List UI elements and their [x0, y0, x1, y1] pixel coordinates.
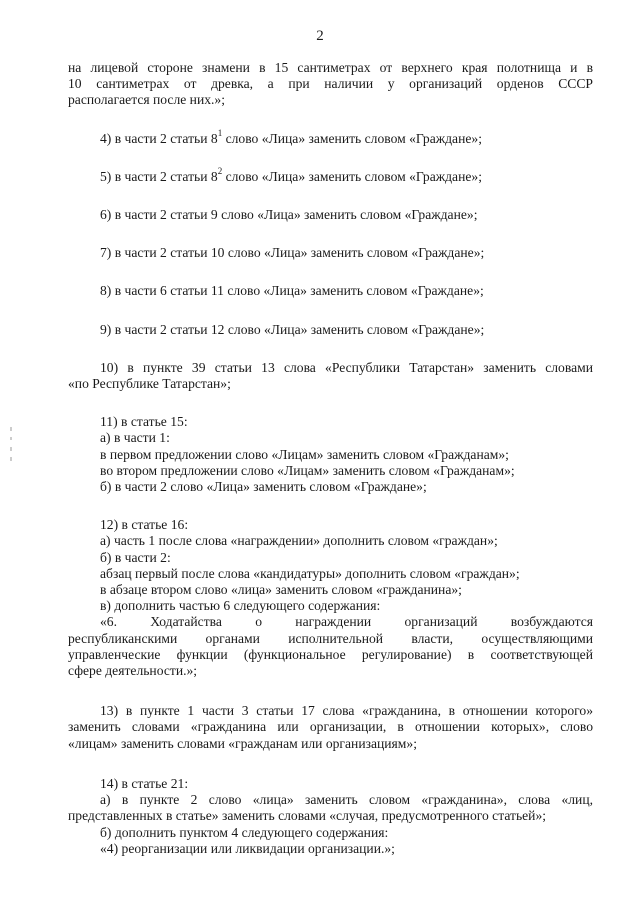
- text-line: заменить словами «гражданина или организации, в отношении которых», слово: [68, 719, 593, 735]
- paragraph-intro: [68, 60, 593, 109]
- text-line: в первом предложении слово «Лицам» заменить словом «Гражданам»;: [100, 446, 509, 462]
- text-line: управленческие функции (функциональное регулирование) в соответствующей: [68, 646, 593, 662]
- list-item-11: [68, 414, 593, 495]
- text-line: «по Республике Татарстан»;: [68, 376, 231, 392]
- item-text: слово «Лица» заменить словом «Граждане»;: [222, 168, 482, 184]
- text-line: абзац первый после слова «кандидатуры» дополнить словом «граждан»;: [100, 565, 520, 581]
- item-text: слово «Лица» заменить словом «Граждане»;: [222, 130, 482, 146]
- item-text: 4) в части 2 статьи 8: [100, 130, 218, 146]
- scan-artifact-icon: [8, 425, 14, 465]
- text-line: 10) в пункте 39 статьи 13 слова «Республики Татарстан» заменить словами: [100, 359, 593, 375]
- text-line: а) в части 1:: [100, 430, 170, 446]
- text-line: 13) в пункте 1 части 3 статьи 17 слова «гражданина, в отношении которого»: [100, 703, 593, 719]
- text-line: республиканскими органами исполнительной власти, осуществляющими: [68, 630, 593, 646]
- list-item-5: [68, 166, 593, 185]
- text-line: «лицам» заменить словами «гражданам или организациям»;: [68, 735, 417, 751]
- text-line: в) дополнить частью 6 следующего содержания:: [100, 598, 381, 614]
- list-item-7: 7) в части 2 статьи 10 слово «Лица» заменить словом «Граждане»;: [100, 245, 485, 261]
- list-item-4: [68, 128, 593, 147]
- list-item-13: [68, 703, 593, 752]
- text-line: а) в пункте 2 слово «лица» заменить словом «гражданина», слова «лиц,: [100, 792, 593, 808]
- list-item-12: [68, 517, 593, 679]
- page-number: 2: [316, 28, 324, 44]
- list-item-10: [68, 360, 593, 392]
- document-body: [68, 60, 593, 857]
- superscript: 2: [217, 166, 223, 177]
- scan-margin-marks: [8, 425, 14, 465]
- text-line: «4) реорганизации или ликвидации организации.»;: [100, 840, 395, 856]
- text-line: представленных в статье» заменить словами «случая, предусмотренного статьей»;: [68, 808, 547, 824]
- list-item-9: 9) в части 2 статьи 12 слово «Лица» заменить словом «Граждане»;: [100, 321, 485, 337]
- text-line: «6. Ходатайства о награждении организаций возбуждаются: [100, 614, 593, 630]
- text-line: б) в части 2:: [100, 549, 171, 565]
- text-line: б) дополнить пунктом 4 следующего содержания:: [100, 824, 389, 840]
- text-line: во втором предложении слово «Лицам» заменить словом «Гражданам»;: [100, 462, 515, 478]
- text-line: а) часть 1 после слова «награждении» дополнить словом «граждан»;: [100, 533, 498, 549]
- list-item-8: 8) в части 6 статьи 11 слово «Лица» заменить словом «Граждане»;: [100, 283, 484, 299]
- text-line: располагается после них.»;: [68, 92, 225, 108]
- list-item-6: 6) в части 2 статьи 9 слово «Лица» заменить словом «Граждане»;: [100, 207, 478, 223]
- text-line: 11) в статье 15:: [100, 414, 188, 430]
- text-line: сфере деятельности.»;: [68, 663, 198, 679]
- text-line: 14) в статье 21:: [100, 775, 189, 791]
- text-line: 10 сантиметрах от древка, а при наличии у организаций орденов СССР: [68, 76, 593, 92]
- superscript: 1: [217, 128, 223, 139]
- text-line: 12) в статье 16:: [100, 517, 189, 533]
- item-text: 5) в части 2 статьи 8: [100, 168, 218, 184]
- text-line: на лицевой стороне знамени в 15 сантиметрах от верхнего края полотнища и в: [68, 60, 593, 75]
- text-line: в абзаце втором слово «лица» заменить словом «гражданина»;: [100, 582, 462, 598]
- list-item-14: [68, 776, 593, 857]
- text-line: б) в части 2 слово «Лица» заменить словом «Граждане»;: [100, 479, 427, 495]
